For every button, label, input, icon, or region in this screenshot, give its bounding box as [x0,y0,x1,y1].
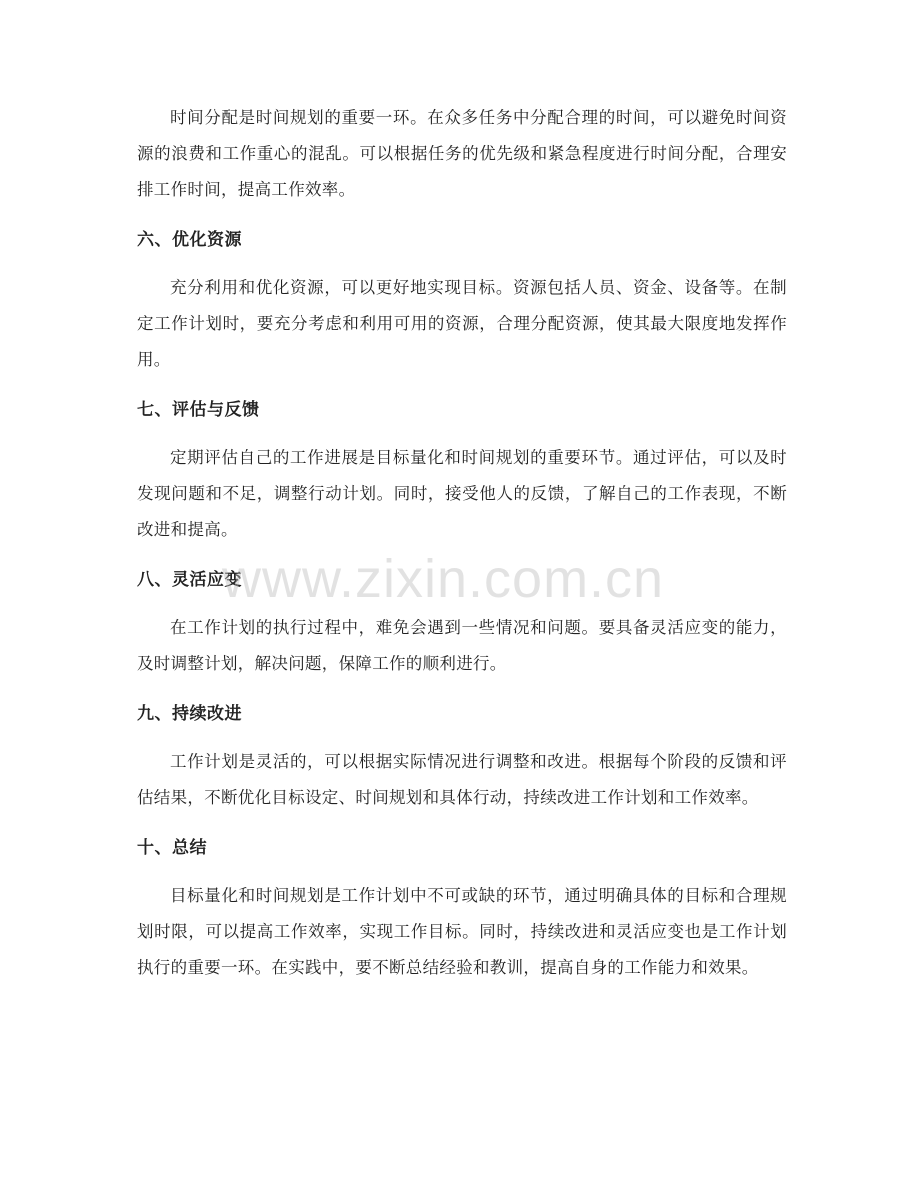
section-paragraph: 充分利用和优化资源，可以更好地实现目标。资源包括人员、资金、设备等。在制定工作计划时，要充分考虑和利用可用的资源，合理分配资源，使其最大限度地发挥作用。 [137,278,787,369]
section-heading: 十、总结 [137,838,207,858]
section-heading: 八、灵活应变 [137,570,242,590]
section-continuous-improvement [137,702,787,816]
section-paragraph: 定期评估自己的工作进展是目标量化和时间规划的重要环节。通过评估，可以及时发现问题和不足，调整行动计划。同时，接受他人的反馈，了解自己的工作表现，不断改进和提高。 [137,448,787,539]
section-heading: 六、优化资源 [137,230,242,250]
section-summary [137,836,787,986]
section-evaluation-feedback [137,398,787,548]
section-paragraph: 目标量化和时间规划是工作计划中不可或缺的环节，通过明确具体的目标和合理规划时限，可以提高工作效率，实现工作目标。同时，持续改进和灵活应变也是工作计划执行的重要一环。在实践中，要不断总结经验和教训，提高自身的工作能力和效果。 [137,886,787,977]
section-flexible-response [137,568,787,682]
watermark: www.zixin.com.cn [222,549,665,609]
section-heading: 九、持续改进 [137,704,242,724]
section-heading: 七、评估与反馈 [137,400,260,420]
section-optimize-resources [137,228,787,378]
intro-paragraph: 时间分配是时间规划的重要一环。在众多任务中分配合理的时间，可以避免时间资源的浪费和工作重心的混乱。可以根据任务的优先级和紧急程度进行时间分配，合理安排工作时间，提高工作效率。 [137,108,787,199]
document-body [137,100,787,986]
section-paragraph: 工作计划是灵活的，可以根据实际情况进行调整和改进。根据每个阶段的反馈和评估结果，不断优化目标设定、时间规划和具体行动，持续改进工作计划和工作效率。 [137,752,787,807]
section-paragraph: 在工作计划的执行过程中，难免会遇到一些情况和问题。要具备灵活应变的能力，及时调整计划，解决问题，保障工作的顺利进行。 [137,618,787,673]
